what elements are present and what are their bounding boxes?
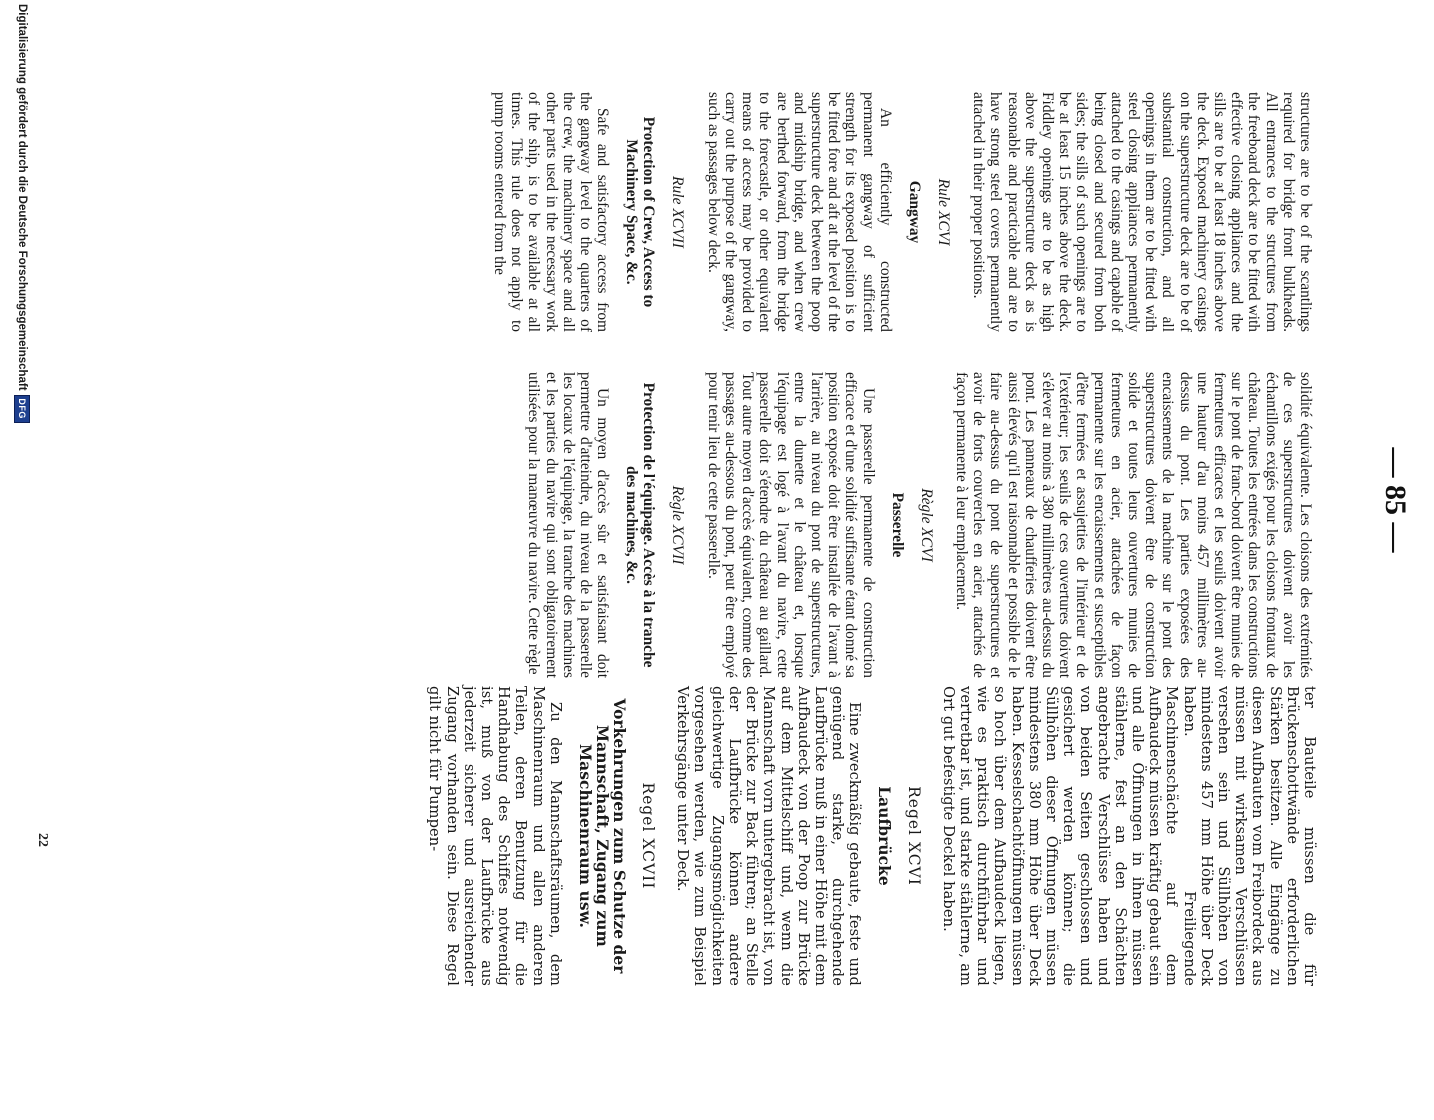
english-rule-xcvi-title: Gangway bbox=[905, 180, 923, 244]
german-rule-xcvii-text: Zu den Mannschaftsräumen, dem Maschinenraum und allen anderen Teilen, deren Benutzung für die Handhabung des Schiffes notwendig ist, muß von der Laufbrücke aus jederzeit sicherer und ausreichender Zugang vorhanden sein. Diese Regel gilt nicht für Pumpen- bbox=[426, 686, 564, 986]
german-rule-xcvi-text: Eine zweckmäßig gebaute, feste und genügend starke, durchgehende Laufbrücke muß in einer Höhe mit dem Aufbaudeck von der Poop zur Brücke auf dem Mittelschiff und, wenn die Mannschaft vorn untergebracht ist, von der Brücke zur Back führen; an Stelle der Laufbrücke können andere gleichwertige Zugangsmöglichkeiten vorgesehen werden, wie zum Beispiel Verkehrsgänge unter Deck. bbox=[674, 686, 864, 986]
english-rule-xcvii-heading: Rule XCVII bbox=[669, 176, 687, 248]
footer-page-number: 22 bbox=[35, 833, 50, 847]
german-column bbox=[426, 686, 1318, 986]
french-continuation-text: solidité équivalente. Les cloisons des extrémités de ces superstructures doivent avoir les échantillons exigés pour les cloisons frontaux de château. Toutes les entrées dans les constructions sur le pont de franc-bord doivent être munies de fermetures efficaces et les seuils doivent avoir une hauteur d'au moins 457 millimètres au-dessus du pont. Les parties exposées des encaissements de la machine sur le pont des superstructures doivent être de construction solide et toutes leurs ouvertures munies de fermetures en acier, attachées de façon permanente sur les encaissements et susceptibles d'être fermées et assujetties de l'intérieur et de l'extérieur; les seuils de ces ouvertures doivent s'élever au moins à 380 millimètres au-dessus du pont. Les panneaux de chaufferies doivent être aussi élevés qu'il est raisonnable et possible de le faire au-dessus du pont de superstructures et avoir de forts couvercles en acier, attachés de façon permanente à leur emplacement. bbox=[952, 372, 1314, 678]
german-continuation-text: ter Bauteile müssen die für Brückenschottwände erforderlichen Stärken besitzen. Alle Eingänge zu diesen Aufbauten vom Freibordeck aus müssen mit wirksamen Verschlüssen versehen sein und Süllhöhen von mindestens 457 mm Höhe über Deck haben. Freiliegende Maschinenschächte auf dem Aufbaudeck müssen kräftig gebaut sein und alle Öffnungen in ihnen müssen stählerne, fest an den Schächten angebrachte Verschlüsse haben und von beiden Seiten geschlossen und gesichert werden können; die Süllhöhen dieser Öffnungen müssen mindestens 380 mm Höhe über Deck haben. Kesselschachtöffnungen müssen so hoch über dem Aufbaudeck liegen, wie es praktisch durchführbar und vertretbar ist, und starke stählerne, am Ort gut befestigte Deckel haben. bbox=[939, 686, 1318, 986]
german-rule-xcvii-title: Vorkehrungen zum Schutze der Mannschaft, Zugang zum Maschinenraum usw. bbox=[575, 698, 628, 974]
digitization-text: Digitalisierung gefördert durch die Deutsche Forschungsgemeinschaft bbox=[16, 4, 28, 391]
english-rule-xcvi-text: An efficiently constructed permanent gangway of sufficient strength for its exposed position is to be fitted fore and aft at the level of the superstructure deck between the poop and midship bridge, and when crew are berthed forward, from the bridge to the forecastle, or other equivalent means of access may be provided to carry out the purpose of the gangway, such as passages below deck. bbox=[704, 92, 894, 332]
digitization-notice bbox=[14, 4, 30, 1000]
english-rule-xcvi-heading: Rule XCVI bbox=[934, 178, 952, 246]
french-rule-xcvi-heading: Règle XCVI bbox=[917, 488, 935, 562]
french-rule-xcvii-text: Un moyen d'accès sûr et satisfaisant doit permettre d'atteindre, du niveau de la passerelle les locaux de l'équipage, la tranche des machines et les parties du navire qui sont obligatoirement utilisées pour la manœuvre du navire. Cette règle bbox=[525, 372, 612, 678]
french-rule-xcvi-text: Une passerelle permanente de construction efficace et d'une solidité suffisante étant donné sa position exposée doit être installée de l'avant à l'arrière, au niveau du pont de superstructures, entre la dunette et le château et, lorsque l'équipage est logé à l'avant du navire, cette passerelle doit s'étendre du château au gaillard. Tout autre moyen d'accès équivalent, comme des passages au-dessous du pont, peut être employé pour tenir lieu de cette passerelle. bbox=[704, 372, 877, 678]
english-rule-xcvii-text: Safe and satisfactory access from the gangway level to the quarters of the crew, the machinery space and all other parts used in the necessary work of the ship, is to be available at all times. This rule does not apply to pump rooms entered from the bbox=[491, 92, 612, 332]
page-number: — 85 — bbox=[1379, 447, 1412, 553]
german-rule-xcvi-title: Laufbrücke bbox=[875, 786, 894, 886]
english-continuation-text: structures are to be of the scantlings required for bridge front bulkheads. All entrances to the structures from the freeboard deck are to be fitted with effective closing appliances and the sills are to be at least 18 inches above the deck. Exposed machinery casings on the superstructure deck are to be of substantial construction, and all openings in them are to be fitted with steel closing appliances permanently attached to the casings and capable of being closed and secured from both sides; the sills of such openings are to be at least 15 inches above the deck. Fiddley openings are to be as high above the superstructure deck as is reasonable and practicable and are to have strong steel covers permanently attached in their proper positions. bbox=[970, 92, 1314, 332]
english-rule-xcvii-title: Protection of Crew, Access to Machinery Space, &c. bbox=[623, 116, 658, 308]
french-rule-xcvii-heading: Règle XCVII bbox=[669, 485, 687, 565]
french-rule-xcvi-title: Passerelle bbox=[888, 492, 906, 558]
dfg-logo-icon: DFG bbox=[14, 395, 30, 423]
german-rule-xcvii-heading: Regel XCVII bbox=[639, 782, 658, 890]
french-column bbox=[525, 372, 1314, 678]
french-rule-xcvii-title: Protection de l'équipage. Accès à la tranche des machines, &c. bbox=[623, 382, 658, 668]
english-column bbox=[491, 92, 1314, 332]
german-rule-xcvi-heading: Regel XCVI bbox=[904, 786, 923, 886]
